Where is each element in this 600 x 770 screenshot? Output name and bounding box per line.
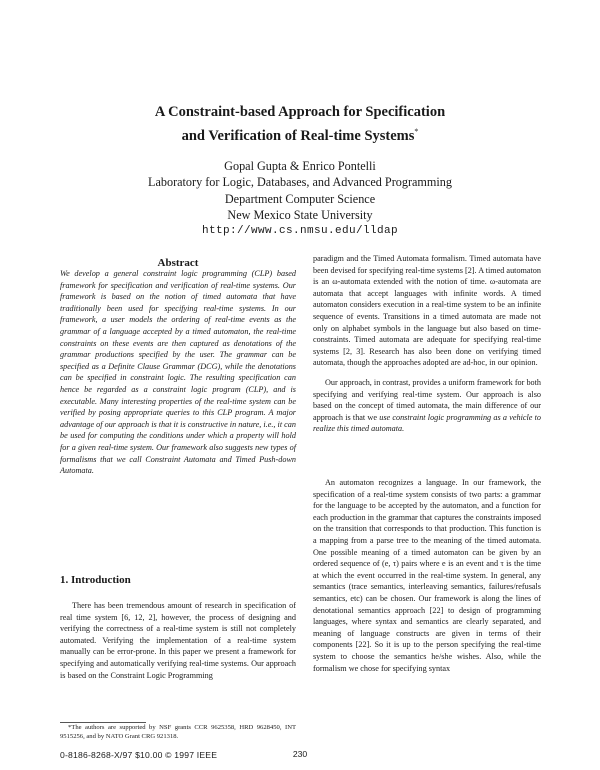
affiliation-lab: Laboratory for Logic, Databases, and Advanced Programming (148, 175, 452, 190)
introduction-heading: 1. Introduction (60, 574, 131, 586)
right-paragraph-1: paradigm and the Timed Automata formalism. Timed automata have been devised for specifying real-time systems [2]. A timed automaton is an ω-automata extended with the notion of time. ω-automata are automata that accept languages with infinite words. A timed automaton considers execution in a real-time system to be an infinite sequence of events. Transitions in a timed automata are made not only on alphabet symbols in the language but also based on time-constraints. Timed automata are adequate for specifying real-time systems [2, 3]. Research has also been done on verifying timed automata, though the approaches adopted are ad-hoc, in our opinion. (313, 254, 541, 368)
affiliation-university: New Mexico State University (227, 207, 373, 222)
author-block (0, 158, 600, 239)
affiliation-department: Department Computer Science (224, 191, 376, 206)
title-line-1: A Constraint-based Approach for Specification (154, 104, 446, 120)
right-paragraph-2 (313, 377, 541, 435)
right-paragraph-2-text: Our approach, in contrast, provides a uniform framework for both specifying and verifying real-time system. Our approach is also based on the concept of timed automata, the main difference of our approach is that we (313, 378, 541, 422)
copyright-line: 0-8186-8268-X/97 $10.00 © 1997 IEEE (60, 750, 218, 760)
right-paragraph-3: An automaton recognizes a language. In our framework, the specification of a real-time system consists of two parts: a grammar for the language to be accepted by the automaton, and a function for each production in the grammar that captures the constraints imposed on the transition that corresponds to that production. This function is a mapping from a parse tree to the meaning of the timed automata. One possible meaning of a timed automaton can be given by an ordered sequence of (e, τ) pairs where e is an event and τ is the time at which the event occurred in the real-time system. In general, any semantics (trace semantics, interleaving semantics, failures/refusals semantics, etc) can be chosen. Our framework is along the lines of denotational semantics approach [22] to design of programming languages, where syntax and semantics are clearly separated, and meaning of language constructs are given in terms of their components [22]. So it is up to the person specifying the real-time system to choose the semantics he/she wishes. Also, while the formalism we chose for specifying syntax (313, 478, 541, 673)
footnote-rule (60, 722, 146, 723)
abstract-text: We develop a general constraint logic programming (CLP) based framework for specification and verification of real-time systems. Our framework is based on the notion of timed automata that have traditionally been used for specifying real-time systems. In our framework, a user models the ordering of real-time events as the grammar of a language accepted by a timed automaton, the real-time constraints on these events are then captured as denotations of the grammar productions specified by the user. The grammar can be specified as a Definite Clause Grammar (DCG), while the denotations can be specified in constraint logic. The resulting specification can hence be regarded as a constraint logic program (CLP), and is executable. Many interesting properties of the real-time system can be verified by posing appropriate queries to this CLP program. A major advantage of our approach is that it is constructive in nature, i.e., it can be used for computing the conditions under which a property will hold for a given real-time system. Our framework also suggests new types of formalisms that we call Constraint Automata and Timed Push-down Automata. (60, 269, 296, 476)
title-footnote-mark: * (414, 127, 419, 136)
title-line-2 (0, 122, 600, 146)
abstract-heading: Abstract (157, 257, 199, 269)
author-names: Gopal Gupta & Enrico Pontelli (224, 159, 376, 173)
right-paragraph-2-emphasis: use constraint logic programming as a vehicle to realize this timed automata. (313, 412, 541, 434)
footnote-text: *The authors are supported by NSF grants CCR 9625358, HRD 9628450, INT 9515256, and by NATO Grant CRG 921318. (60, 724, 296, 740)
title-line-2-text: and Verification of Real-time Systems (181, 127, 415, 144)
introduction-text: There has been tremendous amount of research in specification of real time system [6, 12, 2], however, the process of designing and verifying the correctness of a real-time system is still not completely automated. Verifying the implementation of a real-time system manually can be error-prone. In this paper we present a framework for specifying and automatically verifying real-time systems. Our approach is based on the Constraint Logic Programming (60, 601, 296, 680)
page-number: 230 (292, 749, 308, 759)
paper-title (0, 103, 600, 146)
author-url: http://www.cs.nmsu.edu/lldap (201, 225, 399, 238)
